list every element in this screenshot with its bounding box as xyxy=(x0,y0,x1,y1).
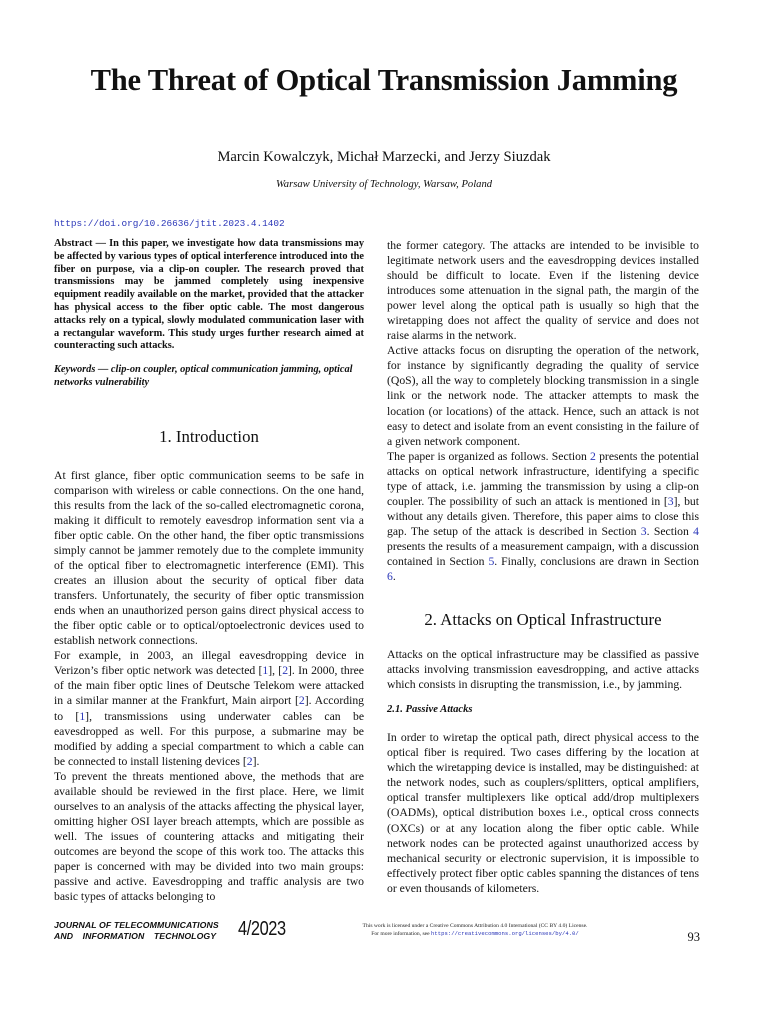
text-run: . Finally, conclusions are drawn in Section xyxy=(494,554,699,568)
intro-paragraph-3: To prevent the threats mentioned above, the methods that are available should be reviewed in the first place. Here, we limit ourselves to an analysis of the attacks affecting the physical layer, omitting higher OSI layer breach attempts, which are possible as well. The issues of countering attacks and mitigating their outcomes are beyond the scope of this work too. The attacks this paper is concerned with may be divided into two main groups: passive and active. Eavesdropping and traffic analysis are two basic types of attacks belonging to xyxy=(54,769,364,904)
text-run: ]. According to [ xyxy=(54,694,364,723)
text-run: ]. In 2000, three of the main fiber optic lines of Deutsche Telekom were attacked in a similar manner at the Frankfurt, Main airport [ xyxy=(54,664,364,708)
text-run: ]. xyxy=(252,754,260,768)
reference-link[interactable]: 2 xyxy=(298,694,305,708)
reference-link[interactable]: 5 xyxy=(488,554,495,568)
text-run: presents the results of a measurement campaign, with a discussion contained in Section xyxy=(387,539,699,568)
license-link[interactable]: https://creativecommons.org/licenses/by/4.0/ xyxy=(431,930,579,938)
text-run: presents the potential attacks on optical network infrastructure, identifying a specific type of attack, i.e. jamming the transmission by using a clip-on coupler. The possibility of such an attack is mentioned in [ xyxy=(387,449,699,508)
text-run: . Section xyxy=(646,524,694,538)
text-run: For example, in 2003, an illegal eavesdropping device in Verizon’s fiber optic network was detected [ xyxy=(54,649,364,678)
right-column xyxy=(387,238,699,896)
intro-paragraph-3-continued: the former category. The attacks are intended to be invisible to legitimate network users and the eavesdropping devices installed should be difficult to locate. Even if the listening device introduces some attenuation in the signal path, the margin of the power level along the optical path is usually so high that the wiretapping does not affect the quality of service and does not raise alarms in the network. xyxy=(387,239,699,343)
reference-link[interactable]: 4 xyxy=(693,524,699,538)
left-column xyxy=(54,238,364,914)
license-notice xyxy=(345,923,605,939)
doi-link[interactable]: https://doi.org/10.26636/jtit.2023.4.1402 xyxy=(54,218,285,229)
keywords xyxy=(54,364,364,390)
journal-name xyxy=(54,920,219,942)
journal-name-line-2: AND INFORMATION TECHNOLOGY xyxy=(54,931,217,941)
license-line-1: This work is licensed under a Creative Commons Attribution 4.0 International (CC BY 4.0) License. xyxy=(362,923,588,929)
paper-title: The Threat of Optical Transmission Jamming xyxy=(90,63,678,97)
intro-paragraph-5 xyxy=(387,449,699,584)
author-list: Marcin Kowalczyk, Michał Marzecki, and Jerzy Siuzdak xyxy=(217,149,551,165)
reference-link[interactable]: 1 xyxy=(262,664,269,678)
text-run: ], [ xyxy=(268,664,283,678)
section-heading-attacks: 2. Attacks on Optical Infrastructure xyxy=(424,610,662,630)
attacks-paragraph-2: In order to wiretap the optical path, direct physical access to the optical fiber is required. Two cases differing by the location at which the wiretapping device is installed, may be distinguished: at the network nodes, such as couplers/splitters, optical amplifiers, optical transfer multiplexers like optical add/drop multiplexers (OADMs), optical distribution boxes i.e., optical cross connects (OXCs) or at any location along the fiber optic cable. While network nodes can be protected against unauthorized access by mechanical security or electronic supervision, it is impossible to effectively protect fiber optic cables spanning the distances of tens or even thousands of kilometers. xyxy=(387,731,699,895)
reference-link[interactable]: 3 xyxy=(640,524,647,538)
page-number: 93 xyxy=(687,930,700,944)
journal-issue: 4/2023 xyxy=(238,918,286,940)
subsection-heading-passive-attacks: 2.1. Passive Attacks xyxy=(387,704,473,716)
text-run: ], transmissions using underwater cables can be eavesdropped as well. For this purpose, a submarine may be modified by adding a special compartment to which a cable can be connected to install listening devices [ xyxy=(54,709,364,768)
intro-paragraph-1: At first glance, fiber optic communication seems to be safe in comparison with wireless or cable connections. On the one hand, this results from the lack of the so-called electromagnetic corona, making it difficult to remotely eavesdrop information sent via a fiber optic cable. On the other hand, the fiber optic transmissions simply cannot be jammer remotely due to the complete immunity of the optical fiber to electromagnetic interference (EMI). This creates an illusion about the security of optical fiber data transfers. Unfortunately, the security of fiber optic transmission ends when an unauthorized person gains direct physical access to the fiber optic cable or to optical/optoelectronic devices used to establish network connections. xyxy=(54,468,364,648)
abstract-label: Abstract — xyxy=(54,238,110,249)
reference-link[interactable]: 2 xyxy=(282,664,289,678)
section-heading-introduction: 1. Introduction xyxy=(159,426,259,446)
reference-link[interactable]: 1 xyxy=(79,709,86,723)
reference-link[interactable]: 3 xyxy=(667,494,674,508)
intro-paragraph-4: Active attacks focus on disrupting the operation of the network, for instance by significantly degrading the quality of service (QoS), all the way to completely blocking transmission in a single link or the network node. The attacker attempts to mask the location (or locations) of the attack. Hence, such an attack is not easy to detect and isolate from an event consisting in the failure of a given network component. xyxy=(387,344,699,448)
abstract-text: In this paper, we investigate how data transmissions may be affected by various types of optical interference introduced into the fiber on purpose, via a clip-on coupler. The research proved that transmissions may be jammed completely using inexpensive equipment readily available on the market, provided that the attacker has physical access to the fiber optic cable. The most dangerous attacks rely on a typical, slowly modulated communication laser with a rectangular waveform. This study urges further research aimed at counteracting such attacks. xyxy=(54,238,364,352)
reference-link[interactable]: 6 xyxy=(387,570,393,584)
text-run: The paper is organized as follows. Section xyxy=(387,449,591,463)
abstract xyxy=(54,238,364,353)
keywords-label: Keywords — xyxy=(54,364,111,376)
license-line-2 xyxy=(345,930,605,938)
reference-link[interactable]: 2 xyxy=(246,754,253,768)
intro-paragraph-2 xyxy=(54,648,364,768)
text-run: . xyxy=(392,570,396,584)
journal-name-line-1: JOURNAL OF TELECOMMUNICATIONS xyxy=(54,920,219,930)
reference-link[interactable]: 2 xyxy=(590,449,596,463)
attacks-paragraph-1: Attacks on the optical infrastructure may be classified as passive attacks involving transmission eavesdropping, and active attacks which consists in disrupting the transmission, i.e., by jamming. xyxy=(387,648,699,692)
affiliation: Warsaw University of Technology, Warsaw, Poland xyxy=(275,179,493,190)
license-line-2-prefix: For more information, see xyxy=(371,931,432,938)
keywords-text: clip-on coupler, optical communication jamming, optical networks vulnerability xyxy=(54,364,353,388)
text-run: ], but without any details given. Therefore, this paper aims to close this gap. The setup of the attack is described in Section xyxy=(387,494,699,538)
